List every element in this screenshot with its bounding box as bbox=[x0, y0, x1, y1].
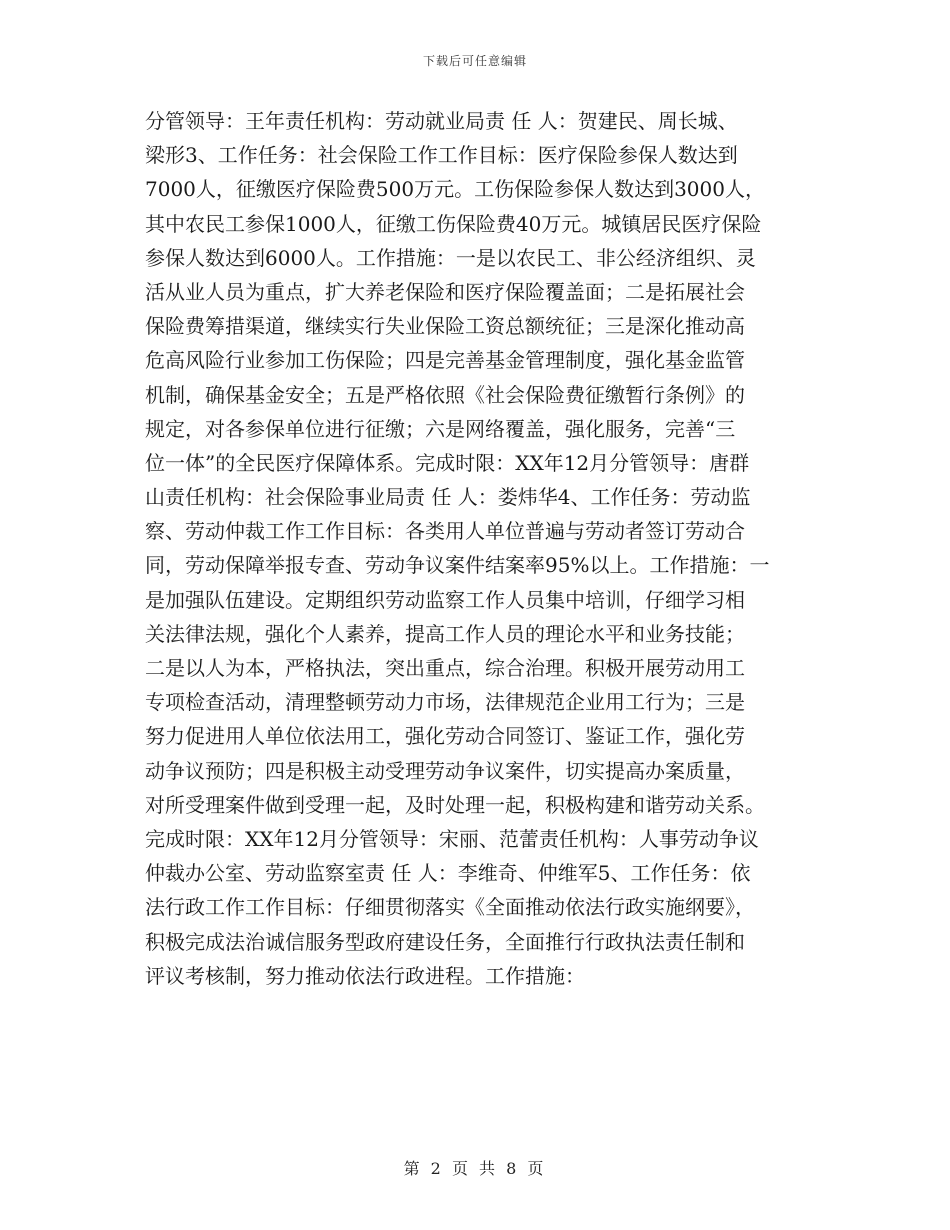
body-line: 位一体”的全民医疗保障体系。完成时限：XX年12月分管领导：唐群 bbox=[145, 450, 750, 475]
body-line: 评议考核制，努力推动依法行政进程。工作措施： bbox=[145, 963, 585, 988]
body-line: 分管领导：王年责任机构：劳动就业局责 任 人：贺建民、周长城、 bbox=[145, 109, 738, 133]
body-line: 参保人数达到6000人。工作措施：一是以农民工、非公经济组织、灵 bbox=[145, 245, 756, 270]
page-number: 第 2 页 共 8 页 bbox=[403, 1159, 547, 1178]
body-line: 仲裁办公室、劳动监察室责 任 人：李维奇、仲维军5、工作任务：依 bbox=[145, 861, 751, 886]
body-line: 动争议预防；四是积极主动受理劳动争议案件，切实提高办案质量， bbox=[145, 758, 745, 783]
body-line: 努力促进用人单位依法用工，强化劳动合同签订、鉴证工作，强化劳 bbox=[145, 724, 745, 749]
body-line: 察、劳动仲裁工作工作目标：各类用人单位普遍与劳动者签订劳动合 bbox=[145, 519, 745, 544]
body-line: 是加强队伍建设。定期组织劳动监察工作人员集中培训，仔细学习相 bbox=[145, 587, 745, 612]
body-line: 7000人，征缴医疗保险费500万元。工伤保险参保人数达到3000人， bbox=[145, 177, 765, 202]
body-line: 二是以人为本，严格执法，突出重点，综合治理。积极开展劳动用工 bbox=[145, 656, 745, 680]
body-line: 危高风险行业参加工伤保险；四是完善基金管理制度，强化基金监管 bbox=[145, 348, 745, 373]
body-line: 完成时限：XX年12月分管领导：宋丽、范蕾责任机构：人事劳动争议 bbox=[145, 826, 759, 851]
body-line: 其中农民工参保1000人，征缴工伤保险费40万元。城镇居民医疗保险 bbox=[145, 211, 762, 236]
body-line: 法行政工作工作目标：仔细贯彻落实《全面推动依法行政实施纲要》， bbox=[145, 895, 755, 920]
body-line: 山责任机构：社会保险事业局责 任 人：娄炜华4、工作任务：劳动监 bbox=[145, 485, 751, 510]
page-header: 下载后可任意编辑 bbox=[422, 54, 527, 68]
body-line: 活从业人员为重点，扩大养老保险和医疗保险覆盖面；二是拓展社会 bbox=[145, 279, 745, 304]
body-line: 关法律法规，强化个人素养，提高工作人员的理论水平和业务技能； bbox=[145, 621, 745, 646]
body-line: 保险费筹措渠道，继续实行失业保险工资总额统征；三是深化推动高 bbox=[145, 314, 745, 339]
body-line: 对所受理案件做到受理一起，及时处理一起，积极构建和谐劳动关系。 bbox=[145, 792, 765, 817]
body-line: 积极完成法治诚信服务型政府建设任务，全面推行行政执法责任制和 bbox=[145, 929, 745, 954]
body-line: 专项检查活动，清理整顿劳动力市场，法律规范企业用工行为；三是 bbox=[145, 690, 745, 715]
body-line: 机制，确保基金安全；五是严格依照《社会保险费征缴暂行条例》的 bbox=[145, 382, 745, 407]
body-line: 同，劳动保障举报专查、劳动争议案件结案率95%以上。工作措施：一 bbox=[145, 553, 770, 578]
body-line: 规定，对各参保单位进行征缴；六是网络覆盖，强化服务，完善“三 bbox=[145, 416, 736, 441]
body-line: 梁形3、工作任务：社会保险工作工作目标：医疗保险参保人数达到 bbox=[145, 143, 738, 168]
document-body bbox=[145, 104, 807, 993]
